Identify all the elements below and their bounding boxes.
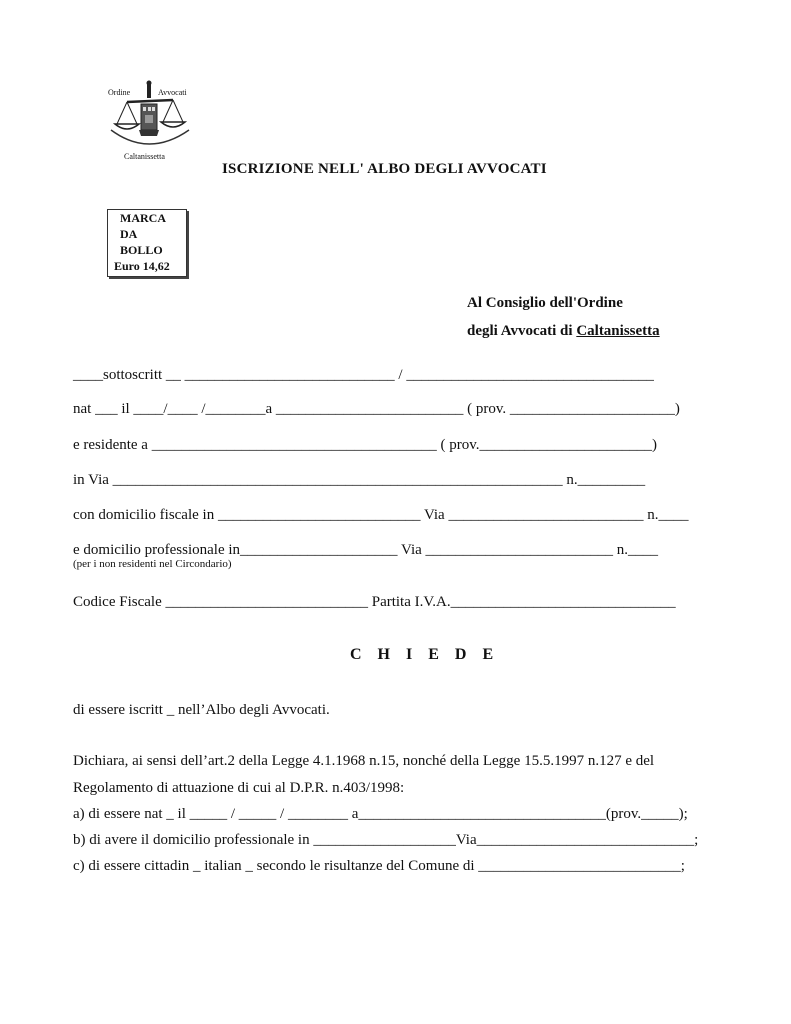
logo-text-avvocati: Avvocati	[158, 88, 187, 97]
scales-of-justice-icon	[105, 80, 200, 150]
addressee-prefix: degli Avvocati di	[467, 323, 577, 339]
declaration-item-c[interactable]: c) di essere cittadin _ italian _ secondo le risultanze del Comune di ___________________________;	[73, 858, 685, 874]
declaration-item-a[interactable]: a) di essere nat _ il _____ / _____ / ________ a_________________________________(prov._____);	[73, 806, 688, 822]
form-line-street[interactable]: in Via ____________________________________________________________ n._________	[73, 472, 646, 488]
bar-association-logo	[105, 80, 200, 165]
form-note-non-residents: (per i non residenti nel Circondario)	[73, 558, 232, 570]
form-line-residence[interactable]: e residente a ______________________________________ ( prov._______________________)	[73, 437, 657, 453]
stamp-line-4: Euro 14,62	[114, 259, 170, 273]
declaration-intro-1: Dichiara, ai sensi dell’art.2 della Legge 4.1.1968 n.15, nonché della Legge 15.5.1997 n.127 e del	[73, 753, 655, 769]
form-line-signatory[interactable]: ____sottoscritt __ ____________________________ / _________________________________	[73, 367, 654, 383]
form-line-professional-domicile[interactable]: e domicilio professionale in_____________________ Via _________________________ n.____	[73, 542, 659, 558]
addressee-line-2	[467, 323, 660, 340]
addressee-city: Caltanissetta	[576, 323, 660, 339]
stamp-line-1: MARCA	[120, 211, 166, 225]
form-line-tax-codes[interactable]: Codice Fiscale ___________________________ Partita I.V.A.______________________________	[73, 594, 676, 610]
stamp-line-3: BOLLO	[120, 243, 163, 257]
page-title: ISCRIZIONE NELL' ALBO DEGLI AVVOCATI	[222, 161, 547, 177]
form-line-fiscal-domicile[interactable]: con domicilio fiscale in ___________________________ Via __________________________ n.____	[73, 507, 689, 523]
stamp-line-2: DA	[120, 227, 138, 241]
form-line-birth[interactable]: nat ___ il ____/____ /________a _________________________ ( prov. ______________________)	[73, 401, 680, 417]
declaration-intro-2: Regolamento di attuazione di cui al D.P.R. n.403/1998:	[73, 780, 405, 796]
request-text: di essere iscritt _ nell’Albo degli Avvocati.	[73, 702, 330, 718]
logo-text-caltanissetta: Caltanissetta	[124, 152, 165, 161]
revenue-stamp-box	[107, 209, 187, 277]
logo-text-ordine: Ordine	[108, 88, 131, 97]
addressee-line-1: Al Consiglio dell'Ordine	[467, 295, 623, 311]
request-heading: C H I E D E	[350, 646, 500, 663]
declaration-item-b[interactable]: b) di avere il domicilio professionale in ___________________Via_____________________________;	[73, 832, 699, 848]
